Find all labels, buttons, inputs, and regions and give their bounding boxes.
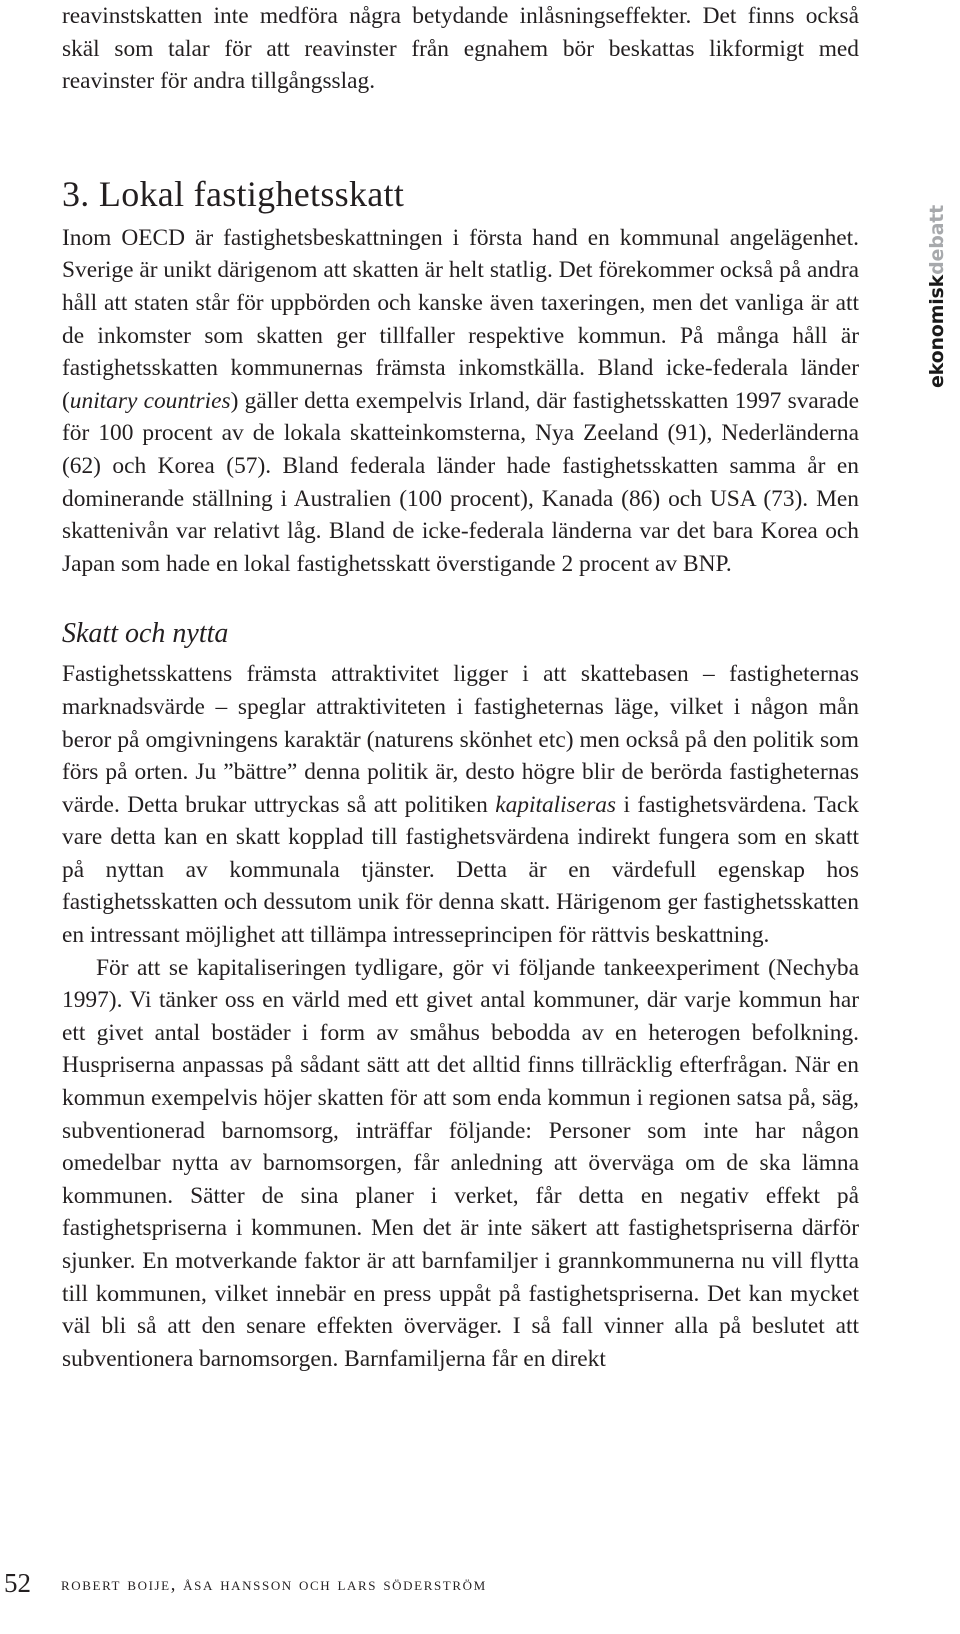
section-paragraph [62, 222, 859, 581]
intro-paragraph: reavinstskatten inte medföra några betydande inlåsningseffekter. Det finns också skäl som talar för att reavinster från egnahem bör beskattas likformigt med reavinster för andra tillgångsslag. [62, 3, 859, 95]
journal-name-part-2: debatt [926, 205, 948, 275]
subsection-heading: Skatt och nytta [62, 618, 229, 650]
subsection-paragraph-1-text-a: Fastighetsskattens främsta attraktivitet ligger i att skattebasen – fastigheternas marknadsvärde – speglar attraktiviteten i fastigheternas läge, vilket i någon mån beror på omgivningens karaktär (naturens skönhet etc) men också på den politik som förs på orten. Ju ”bättre” denna politik är, desto högre blir de berörda fastigheternas värde. Detta brukar uttryckas så att politiken [62, 661, 859, 818]
subsection-paragraph-1 [62, 658, 859, 951]
page-number: 52 [4, 1568, 31, 1598]
subsection-paragraph-1-text-b: i fastighetsvärdena. Tack vare detta kan en skatt kopplad till fastighetsvärdena indirekt fungera som en skatt på nyttan av kommunala tjänster. Detta är en värdefull egenskap hos fastighetsskatten och dessutom unik för denna skatt. Härigenom ger fastighetsskatten en intressant möjlighet att tillämpa intresseprincipen för rättvis beskattning. [62, 791, 860, 949]
section-heading: 3. Lokal fastighetsskatt [62, 173, 405, 214]
running-footer-authors: robert boije, åsa hansson och lars söderström [61, 1575, 487, 1595]
page-footer [0, 1566, 960, 1606]
subsection-paragraph-1-emphasis: kapitaliseras [495, 791, 617, 818]
page-column [62, 0, 859, 1375]
section-paragraph-text-a: Inom OECD är fastighetsbeskattningen i första hand en kommunal angelägenhet. Sverige är unikt därigenom att skatten är helt statlig. Det förekommer också på andra håll att staten står för uppbörden och kanske även taxeringen, men det vanliga är att de inkomster som skatten ger tillfaller respektive kommun. På många håll är fastighetsskatten kommunernas främsta inkomstkälla. Bland icke-federala länder ( [62, 224, 859, 414]
subsection-paragraph-2: För att se kapitaliseringen tydligare, gör vi följande tankeexperiment (Nechyba 1997). Vi tänker oss en värld med ett givet antal kommuner, där varje kommun har ett givet antal bostäder i form av småhus bebodda av en heterogen befolkning. Huspriserna anpassas på sådant sätt att det alltid finns tillräcklig efterfrågan. När en kommun exempelvis höjer skatten för att som enda kommun i regionen satsa på, säg, subventionerad barnomsorg, inträffar följande: Personer som inte har någon omedelbar nytta av barnomsorgen, får anledning att överväga om de ska lämna kommunen. Sätter de sina planer i verket, får detta en negativ effekt på fastighetspriserna i kommunen. Men det är inte säkert att fastighetspriserna därför sjunker. En motverkande faktor är att barnfamiljer i grannkommunerna nu vill flytta till kommunen, vilket innebär en press uppåt på fastighetspriserna. Det kan mycket väl bli så att den senare effekten överväger. I så fall vinner alla på beslutet att subventionera barnomsorgen. Barnfamiljerna får en direkt [62, 954, 859, 1372]
journal-name-part-1: ekonomisk [926, 274, 948, 388]
section-paragraph-emphasis: unitary countries [69, 387, 231, 414]
journal-side-label-text [926, 205, 948, 388]
section-paragraph-text-b: ) gäller detta exempelvis Irland, där fastighetsskatten 1997 svarade för 100 procent av de lokala skatteinkomsterna, Nya Zeeland (91), Nederländerna (62) och Korea (57). Bland federala länder hade fastighetsskatten samma år en dominerande ställning i Australien (100 procent), Kanada (86) och USA (73). Men skattenivån var relativt låg. Bland de icke-federala länderna var det bara Korea och Japan som hade en lokal fastighetsskatt överstigande 2 procent av BNP. [62, 387, 860, 577]
